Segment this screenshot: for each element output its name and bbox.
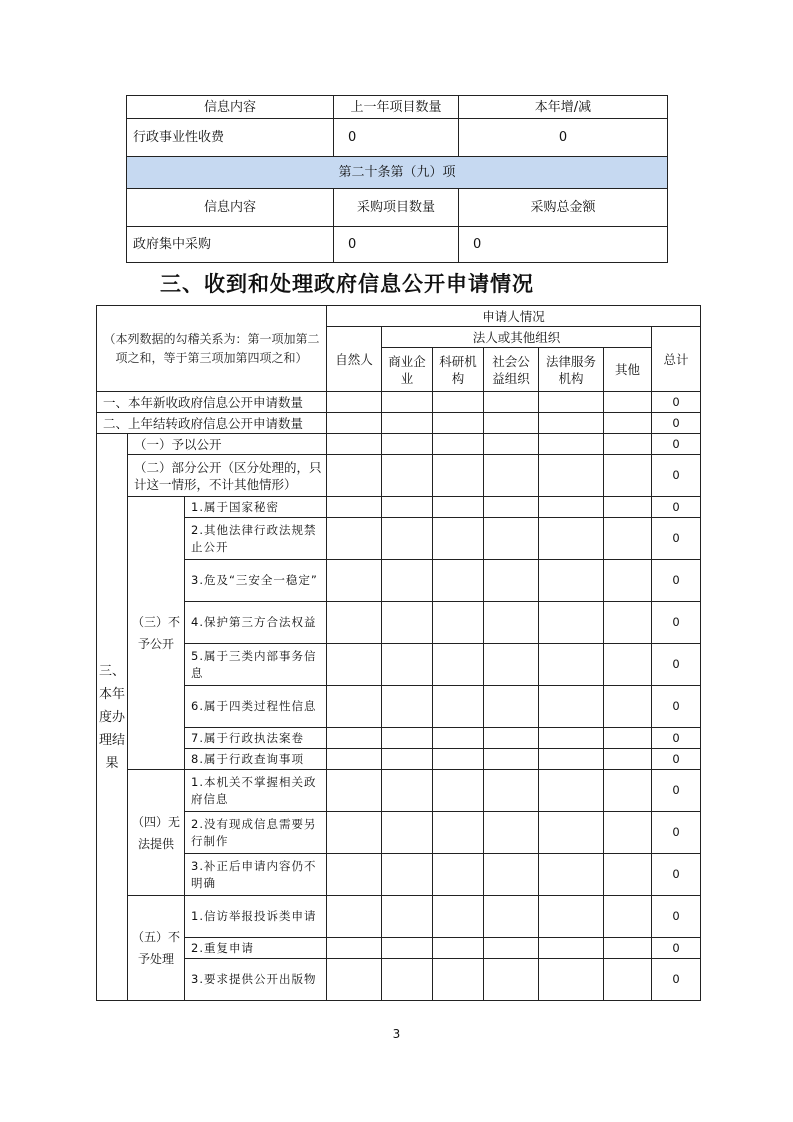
empty-cell xyxy=(539,518,604,560)
not-disclosed-item-8-total: 0 xyxy=(652,749,701,770)
not-disclosed-item-8: 8.属于行政查询事项 xyxy=(185,749,327,770)
empty-cell xyxy=(539,434,604,455)
empty-cell xyxy=(433,770,484,812)
table-row xyxy=(97,644,701,686)
empty-cell xyxy=(484,392,539,413)
empty-cell xyxy=(484,686,539,728)
empty-cell xyxy=(327,518,382,560)
empty-cell xyxy=(484,770,539,812)
empty-cell xyxy=(484,812,539,854)
empty-cell xyxy=(327,686,382,728)
not-disclosed-item-3-total: 0 xyxy=(652,560,701,602)
not-processed-item-2-total: 0 xyxy=(652,938,701,959)
not-disclosed-item-4-total: 0 xyxy=(652,602,701,644)
empty-cell xyxy=(382,896,433,938)
not-disclosed-item-1-total: 0 xyxy=(652,497,701,518)
empty-cell xyxy=(539,938,604,959)
empty-cell xyxy=(604,896,652,938)
empty-cell xyxy=(327,854,382,896)
empty-cell xyxy=(327,812,382,854)
empty-cell xyxy=(382,392,433,413)
empty-cell xyxy=(539,413,604,434)
empty-cell xyxy=(539,392,604,413)
empty-cell xyxy=(604,959,652,1001)
table-row xyxy=(97,812,701,854)
unable-item-3: 3.补正后申请内容仍不明确 xyxy=(185,854,327,896)
empty-cell xyxy=(539,770,604,812)
empty-cell xyxy=(604,392,652,413)
empty-cell xyxy=(382,518,433,560)
empty-cell xyxy=(604,497,652,518)
table-row xyxy=(97,938,701,959)
empty-cell xyxy=(484,896,539,938)
empty-cell xyxy=(382,938,433,959)
empty-cell xyxy=(539,959,604,1001)
application-statistics-table xyxy=(96,305,701,1001)
empty-cell xyxy=(433,518,484,560)
not-processed-item-3: 3.要求提供公开出版物 xyxy=(185,959,327,1001)
empty-cell xyxy=(604,854,652,896)
disclosed-total: 0 xyxy=(652,434,701,455)
empty-cell xyxy=(382,644,433,686)
not-disclosed-item-1: 1.属于国家秘密 xyxy=(185,497,327,518)
empty-cell xyxy=(484,728,539,749)
empty-cell xyxy=(433,497,484,518)
empty-cell xyxy=(604,812,652,854)
table-row xyxy=(97,560,701,602)
empty-cell xyxy=(604,728,652,749)
empty-cell xyxy=(433,602,484,644)
admin-fee-change: 0 xyxy=(459,119,668,157)
empty-cell xyxy=(327,938,382,959)
empty-cell xyxy=(433,434,484,455)
empty-cell xyxy=(604,413,652,434)
header-procurement-amount: 采购总金额 xyxy=(459,189,668,227)
empty-cell xyxy=(539,812,604,854)
table-row xyxy=(97,518,701,560)
empty-cell xyxy=(382,560,433,602)
empty-cell xyxy=(327,455,382,497)
empty-cell xyxy=(484,560,539,602)
gov-procurement-label: 政府集中采购 xyxy=(127,227,334,263)
empty-cell xyxy=(433,392,484,413)
unable-item-2-total: 0 xyxy=(652,812,701,854)
empty-cell xyxy=(382,959,433,1001)
not-processed-item-2: 2.重复申请 xyxy=(185,938,327,959)
empty-cell xyxy=(433,854,484,896)
disclosed-label: （一）予以公开 xyxy=(128,434,327,455)
not-disclosed-item-5: 5.属于三类内部事务信息 xyxy=(185,644,327,686)
empty-cell xyxy=(539,644,604,686)
table-row xyxy=(97,497,701,518)
table-row xyxy=(97,392,701,413)
consistency-note: （本列数据的勾稽关系为：第一项加第二项之和，等于第三项加第四项之和） xyxy=(97,306,327,392)
carryover-applications-total: 0 xyxy=(652,413,701,434)
legal-service-org-header: 法律服务机构 xyxy=(539,348,604,392)
table-row xyxy=(97,728,701,749)
empty-cell xyxy=(433,686,484,728)
empty-cell xyxy=(433,644,484,686)
not-disclosed-group: （三）不予公开 xyxy=(128,497,185,770)
empty-cell xyxy=(484,644,539,686)
empty-cell xyxy=(539,896,604,938)
carryover-applications-label: 二、上年结转政府信息公开申请数量 xyxy=(97,413,327,434)
not-processed-item-1-total: 0 xyxy=(652,896,701,938)
not-disclosed-item-4: 4.保护第三方合法权益 xyxy=(185,602,327,644)
empty-cell xyxy=(382,770,433,812)
not-disclosed-item-7-total: 0 xyxy=(652,728,701,749)
empty-cell xyxy=(484,518,539,560)
page-number: 3 xyxy=(392,1027,401,1041)
empty-cell xyxy=(484,854,539,896)
empty-cell xyxy=(484,749,539,770)
table-row xyxy=(97,434,701,455)
empty-cell xyxy=(539,854,604,896)
empty-cell xyxy=(484,938,539,959)
other-header: 其他 xyxy=(604,348,652,392)
partial-disclosure-total: 0 xyxy=(652,455,701,497)
empty-cell xyxy=(539,602,604,644)
not-disclosed-item-3: 3.危及“三安全一稳定” xyxy=(185,560,327,602)
header-info-content-2: 信息内容 xyxy=(127,189,334,227)
empty-cell xyxy=(433,812,484,854)
table-row xyxy=(97,413,701,434)
empty-cell xyxy=(604,602,652,644)
empty-cell xyxy=(327,560,382,602)
unable-item-1-total: 0 xyxy=(652,770,701,812)
empty-cell xyxy=(327,749,382,770)
not-disclosed-item-7: 7.属于行政执法案卷 xyxy=(185,728,327,749)
empty-cell xyxy=(433,455,484,497)
research-institution-header: 科研机构 xyxy=(433,348,484,392)
section-heading: 三、收到和处理政府信息公开申请情况 xyxy=(160,272,534,296)
empty-cell xyxy=(484,959,539,1001)
handling-results-label: 三、本年度办理结果 xyxy=(97,434,128,1001)
empty-cell xyxy=(433,749,484,770)
empty-cell xyxy=(433,896,484,938)
legal-person-header: 法人或其他组织 xyxy=(382,327,652,348)
empty-cell xyxy=(539,560,604,602)
empty-cell xyxy=(382,686,433,728)
empty-cell xyxy=(604,434,652,455)
empty-cell xyxy=(604,938,652,959)
fee-procurement-table xyxy=(126,95,668,263)
social-welfare-org-header: 社会公益组织 xyxy=(484,348,539,392)
empty-cell xyxy=(327,644,382,686)
empty-cell xyxy=(382,434,433,455)
table-row xyxy=(97,959,701,1001)
gov-procurement-amount: 0 xyxy=(459,227,668,263)
empty-cell xyxy=(604,770,652,812)
new-applications-label: 一、本年新收政府信息公开申请数量 xyxy=(97,392,327,413)
empty-cell xyxy=(382,854,433,896)
empty-cell xyxy=(604,644,652,686)
empty-cell xyxy=(433,560,484,602)
empty-cell xyxy=(539,455,604,497)
empty-cell xyxy=(539,497,604,518)
admin-fee-label: 行政事业性收费 xyxy=(127,119,334,157)
header-prev-year-count: 上一年项目数量 xyxy=(334,96,459,119)
not-disclosed-item-6-total: 0 xyxy=(652,686,701,728)
article-20-9-band: 第二十条第（九）项 xyxy=(127,157,668,189)
unable-to-provide-group: （四）无法提供 xyxy=(128,770,185,896)
table-row xyxy=(97,854,701,896)
table-row xyxy=(97,770,701,812)
not-disclosed-item-5-total: 0 xyxy=(652,644,701,686)
new-applications-total: 0 xyxy=(652,392,701,413)
empty-cell xyxy=(327,392,382,413)
empty-cell xyxy=(327,413,382,434)
empty-cell xyxy=(484,602,539,644)
empty-cell xyxy=(327,770,382,812)
empty-cell xyxy=(433,413,484,434)
applicant-header: 申请人情况 xyxy=(327,306,701,327)
empty-cell xyxy=(382,602,433,644)
not-processed-group: （五）不予处理 xyxy=(128,896,185,1001)
not-disclosed-item-2: 2.其他法律行政法规禁止公开 xyxy=(185,518,327,560)
empty-cell xyxy=(539,686,604,728)
empty-cell xyxy=(327,959,382,1001)
empty-cell xyxy=(539,728,604,749)
table-row xyxy=(97,602,701,644)
empty-cell xyxy=(604,749,652,770)
header-info-content: 信息内容 xyxy=(127,96,334,119)
gov-procurement-count: 0 xyxy=(334,227,459,263)
not-processed-item-1: 1.信访举报投诉类申请 xyxy=(185,896,327,938)
not-processed-item-3-total: 0 xyxy=(652,959,701,1001)
empty-cell xyxy=(327,434,382,455)
empty-cell xyxy=(484,497,539,518)
empty-cell xyxy=(327,896,382,938)
empty-cell xyxy=(604,455,652,497)
total-header: 总计 xyxy=(652,327,701,392)
not-disclosed-item-6: 6.属于四类过程性信息 xyxy=(185,686,327,728)
partial-disclosure-label: （二）部分公开（区分处理的，只计这一情形，不计其他情形） xyxy=(128,455,327,497)
table-row xyxy=(97,455,701,497)
empty-cell xyxy=(382,497,433,518)
empty-cell xyxy=(382,749,433,770)
unable-item-1: 1.本机关不掌握相关政府信息 xyxy=(185,770,327,812)
natural-person-header: 自然人 xyxy=(327,327,382,392)
empty-cell xyxy=(484,413,539,434)
empty-cell xyxy=(539,749,604,770)
empty-cell xyxy=(433,959,484,1001)
header-year-change: 本年增/减 xyxy=(459,96,668,119)
table-row xyxy=(97,749,701,770)
empty-cell xyxy=(382,413,433,434)
table-row xyxy=(97,686,701,728)
commercial-enterprise-header: 商业企业 xyxy=(382,348,433,392)
empty-cell xyxy=(604,686,652,728)
empty-cell xyxy=(433,728,484,749)
empty-cell xyxy=(382,812,433,854)
empty-cell xyxy=(604,518,652,560)
empty-cell xyxy=(382,728,433,749)
empty-cell xyxy=(382,455,433,497)
empty-cell xyxy=(604,560,652,602)
unable-item-2: 2.没有现成信息需要另行制作 xyxy=(185,812,327,854)
not-disclosed-item-2-total: 0 xyxy=(652,518,701,560)
empty-cell xyxy=(327,602,382,644)
empty-cell xyxy=(327,497,382,518)
empty-cell xyxy=(327,728,382,749)
header-procurement-count: 采购项目数量 xyxy=(334,189,459,227)
table-row xyxy=(97,896,701,938)
empty-cell xyxy=(484,455,539,497)
empty-cell xyxy=(484,434,539,455)
unable-item-3-total: 0 xyxy=(652,854,701,896)
empty-cell xyxy=(433,938,484,959)
admin-fee-prev-count: 0 xyxy=(334,119,459,157)
